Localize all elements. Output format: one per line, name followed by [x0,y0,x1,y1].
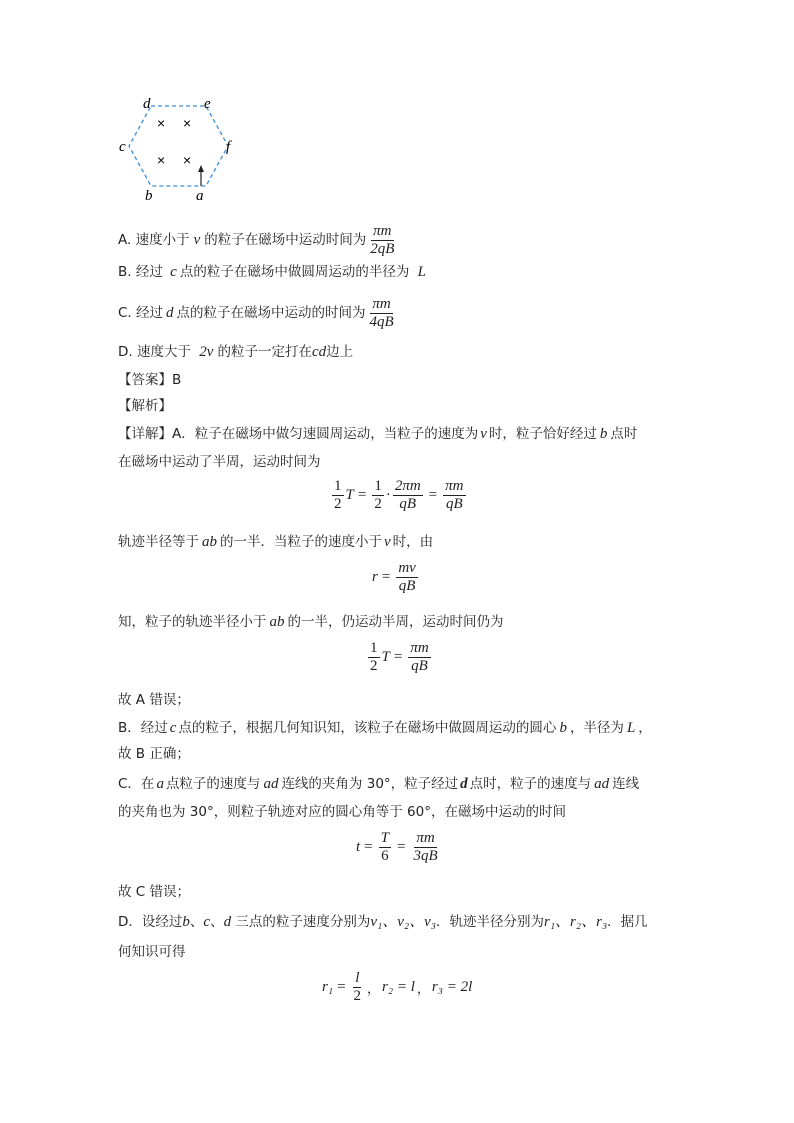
field-cross-1: × [157,115,166,131]
detail-line-5: 故 A 错误； [118,692,190,708]
analysis-heading: 【解析】 [118,398,172,414]
detail-line-11: D．设经过b、c、d 三点的粒子速度分别为v₁、v₂、v₃．轨迹半径分别为r₁、r₂、r₃．据几 [118,914,648,930]
equation-time-c: t = $\frac{T}{6}$ = $\frac{\pi m}{3qB}$ [356,830,438,864]
field-cross-2: × [183,115,192,131]
label-f: f [226,139,231,155]
detail-line-2: 在磁场中运动了半周，运动时间为 [118,454,321,470]
detail-line-12: 何知识可得 [118,944,186,960]
equation-radius: r = $\frac{mv}{qB}$ [372,560,416,594]
field-cross-4: × [183,152,192,168]
hexagon-boundary [129,106,228,186]
answer-line: 【答案】B [118,372,182,388]
option-a: A. 速度小于 v 的粒子在磁场中运动时间为 $\frac{\pi m}{2qB}$ [118,222,395,257]
label-c: c [119,139,126,155]
label-d: d [143,96,151,112]
detail-line-3: 轨迹半径等于 ab 的一半．当粒子的速度小于 v 时，由 [118,534,434,550]
option-b: B. 经过 c 点的粒子在磁场中做圆周运动的半径为 L [118,264,426,280]
detail-line-6: B．经过 c 点的粒子，根据几何知识知，该粒子在磁场中做圆周运动的圆心 b ，半径为 L ， [118,720,652,736]
hexagon-field-diagram [116,92,246,207]
detail-line-10: 故 C 错误； [118,884,191,900]
option-c: C. 经过 d 点的粒子在磁场中运动的时间为 $\frac{\pi m}{4qB}$ [118,295,394,330]
detail-line-8: C．在 a 点粒子的速度与 ad 连线的夹角为 30°，粒子经过 d 点时，粒子的速度与 ad 连线 [118,776,640,792]
label-b: b [145,188,153,204]
option-d: D. 速度大于 2v 的粒子一定打在cd边上 [118,344,354,360]
detail-line-7: 故 B 正确； [118,746,190,762]
equation-radii: r₁ = $\frac{l}{2}$ ， r₂ = l ， r₃ = 2l [322,970,473,1004]
detail-line-9: 的夹角也为 30°，则粒子轨迹对应的圆心角等于 60°，在磁场中运动的时间 [118,804,566,820]
label-a: a [196,188,204,204]
equation-time-still: $\frac{1}{2}$ T = $\frac{\pi m}{qB}$ [370,640,429,674]
label-e: e [204,96,211,112]
detail-line-1: 【详解】A．粒子在磁场中做匀速圆周运动，当粒子的速度为 v 时，粒子恰好经过 b 点时 [118,426,638,442]
field-cross-3: × [157,152,166,168]
equation-half-period: $\frac{1}{2}$ T = $\frac{1}{2}$ · $\frac{2\pi m}{qB}$ = $\frac{\pi m}{qB}$ [334,478,464,512]
detail-line-4: 知，粒子的轨迹半径小于 ab 的一半，仍运动半周，运动时间仍为 [118,614,504,630]
velocity-arrow-head [198,165,204,172]
